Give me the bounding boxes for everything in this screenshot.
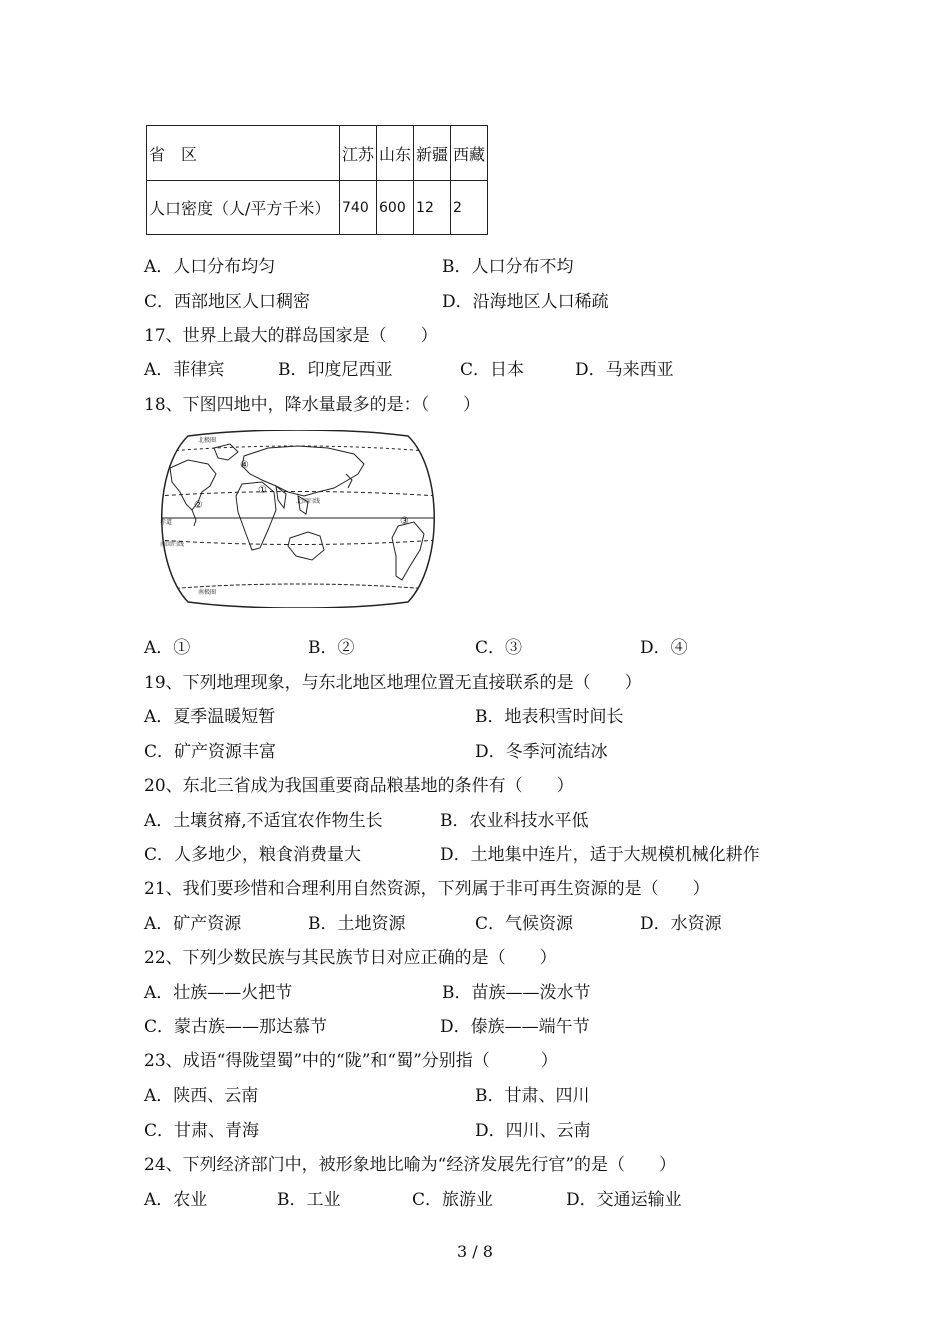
antarctic-label: 南极圈	[198, 589, 217, 596]
q17-option-c[interactable]: C．日本	[460, 360, 525, 380]
table-cell: 2	[451, 181, 488, 235]
table-cell: 740	[340, 181, 377, 235]
q20-option-a[interactable]: A．土壤贫瘠,不适宜农作物生长	[144, 811, 383, 831]
q19-option-d[interactable]: D．冬季河流结冰	[475, 742, 608, 762]
q22-option-d[interactable]: D．傣族——端午节	[440, 1017, 590, 1037]
arctic-label: 北极圈	[198, 437, 217, 444]
equator-label: 赤道	[160, 519, 173, 526]
q20-option-d[interactable]: D．土地集中连片，适于大规模机械化耕作	[440, 845, 760, 865]
q18-option-b[interactable]: B．②	[308, 638, 355, 658]
q16-option-a[interactable]: A．人口分布均匀	[144, 257, 276, 277]
q18-stem: 18、下图四地中，降水量最多的是：（ ）	[144, 395, 481, 415]
q23-option-b[interactable]: B．甘肃、四川	[475, 1086, 590, 1106]
q20-option-c[interactable]: C．人多地少，粮食消费量大	[144, 845, 362, 865]
tropic-capricorn-label: 南回归线	[160, 541, 185, 548]
q24-stem: 24、下列经济部门中，被形象地比喻为“经济发展先行官”的是（ ）	[144, 1155, 677, 1175]
q23-option-a[interactable]: A．陕西、云南	[144, 1086, 259, 1106]
table-cell: 新疆	[414, 126, 451, 181]
q22-stem: 22、下列少数民族与其民族节日对应正确的是（ ）	[144, 948, 557, 968]
table-cell: 人口密度（人/平方千米）	[147, 181, 340, 235]
table-cell: 600	[377, 181, 414, 235]
q17-option-d[interactable]: D．马来西亚	[575, 360, 674, 380]
table-header-row	[147, 126, 488, 181]
q23-stem: 23、成语“得陇望蜀”中的“陇”和“蜀”分别指（ ）	[144, 1051, 558, 1071]
q22-option-a[interactable]: A．壮族——火把节	[144, 983, 293, 1003]
q21-option-a[interactable]: A．矿产资源	[144, 914, 242, 934]
q21-option-b[interactable]: B．土地资源	[308, 914, 406, 934]
q17-option-a[interactable]: A．菲律宾	[144, 360, 225, 380]
table-cell: 山东	[377, 126, 414, 181]
q17-stem: 17、世界上最大的群岛国家是（ ）	[144, 326, 438, 346]
map-marker-3: ③	[400, 516, 409, 527]
q24-option-a[interactable]: A．农业	[144, 1190, 208, 1210]
table-cell: 江苏	[340, 126, 377, 181]
q17-option-b[interactable]: B．印度尼西亚	[278, 360, 393, 380]
q24-option-c[interactable]: C．旅游业	[412, 1190, 494, 1210]
q22-option-b[interactable]: B．苗族——泼水节	[442, 983, 591, 1003]
q19-option-c[interactable]: C．矿产资源丰富	[144, 742, 277, 762]
q22-option-c[interactable]: C．蒙古族——那达慕节	[144, 1017, 328, 1037]
q18-option-a[interactable]: A．①	[144, 638, 191, 658]
map-marker-2: ②	[194, 500, 203, 511]
q20-stem: 20、东北三省成为我国重要商品粮基地的条件有（ ）	[144, 776, 574, 796]
population-density-table	[146, 125, 488, 235]
q19-stem: 19、下列地理现象，与东北地区地理位置无直接联系的是（ ）	[144, 673, 642, 693]
tropic-cancer-label: 北回归线	[296, 498, 321, 505]
q21-stem: 21、我们要珍惜和合理利用自然资源，下列属于非可再生资源的是（ ）	[144, 879, 710, 899]
table-row	[147, 181, 488, 235]
q20-option-b[interactable]: B．农业科技水平低	[440, 811, 589, 831]
table-cell: 西藏	[451, 126, 488, 181]
q18-option-d[interactable]: D．④	[640, 638, 688, 658]
map-marker-1: ①	[258, 485, 267, 496]
q24-option-b[interactable]: B．工业	[277, 1190, 341, 1210]
q23-option-d[interactable]: D．四川、云南	[475, 1121, 591, 1141]
world-map-figure	[158, 430, 438, 608]
q16-option-c[interactable]: C．西部地区人口稠密	[144, 292, 311, 312]
page-number: 3 / 8	[457, 1242, 493, 1261]
q16-option-b[interactable]: B．人口分布不均	[442, 257, 574, 277]
q24-option-d[interactable]: D．交通运输业	[566, 1190, 682, 1210]
q21-option-d[interactable]: D．水资源	[640, 914, 722, 934]
q23-option-c[interactable]: C．甘肃、青海	[144, 1121, 260, 1141]
table-cell: 省 区	[147, 126, 340, 181]
q18-option-c[interactable]: C．③	[475, 638, 523, 658]
q16-option-d[interactable]: D．沿海地区人口稀疏	[442, 292, 609, 312]
q19-option-a[interactable]: A．夏季温暖短暂	[144, 707, 276, 727]
map-marker-4: ④	[240, 460, 249, 471]
table-cell: 12	[414, 181, 451, 235]
q21-option-c[interactable]: C．气候资源	[475, 914, 574, 934]
q19-option-b[interactable]: B．地表积雪时间长	[475, 707, 624, 727]
